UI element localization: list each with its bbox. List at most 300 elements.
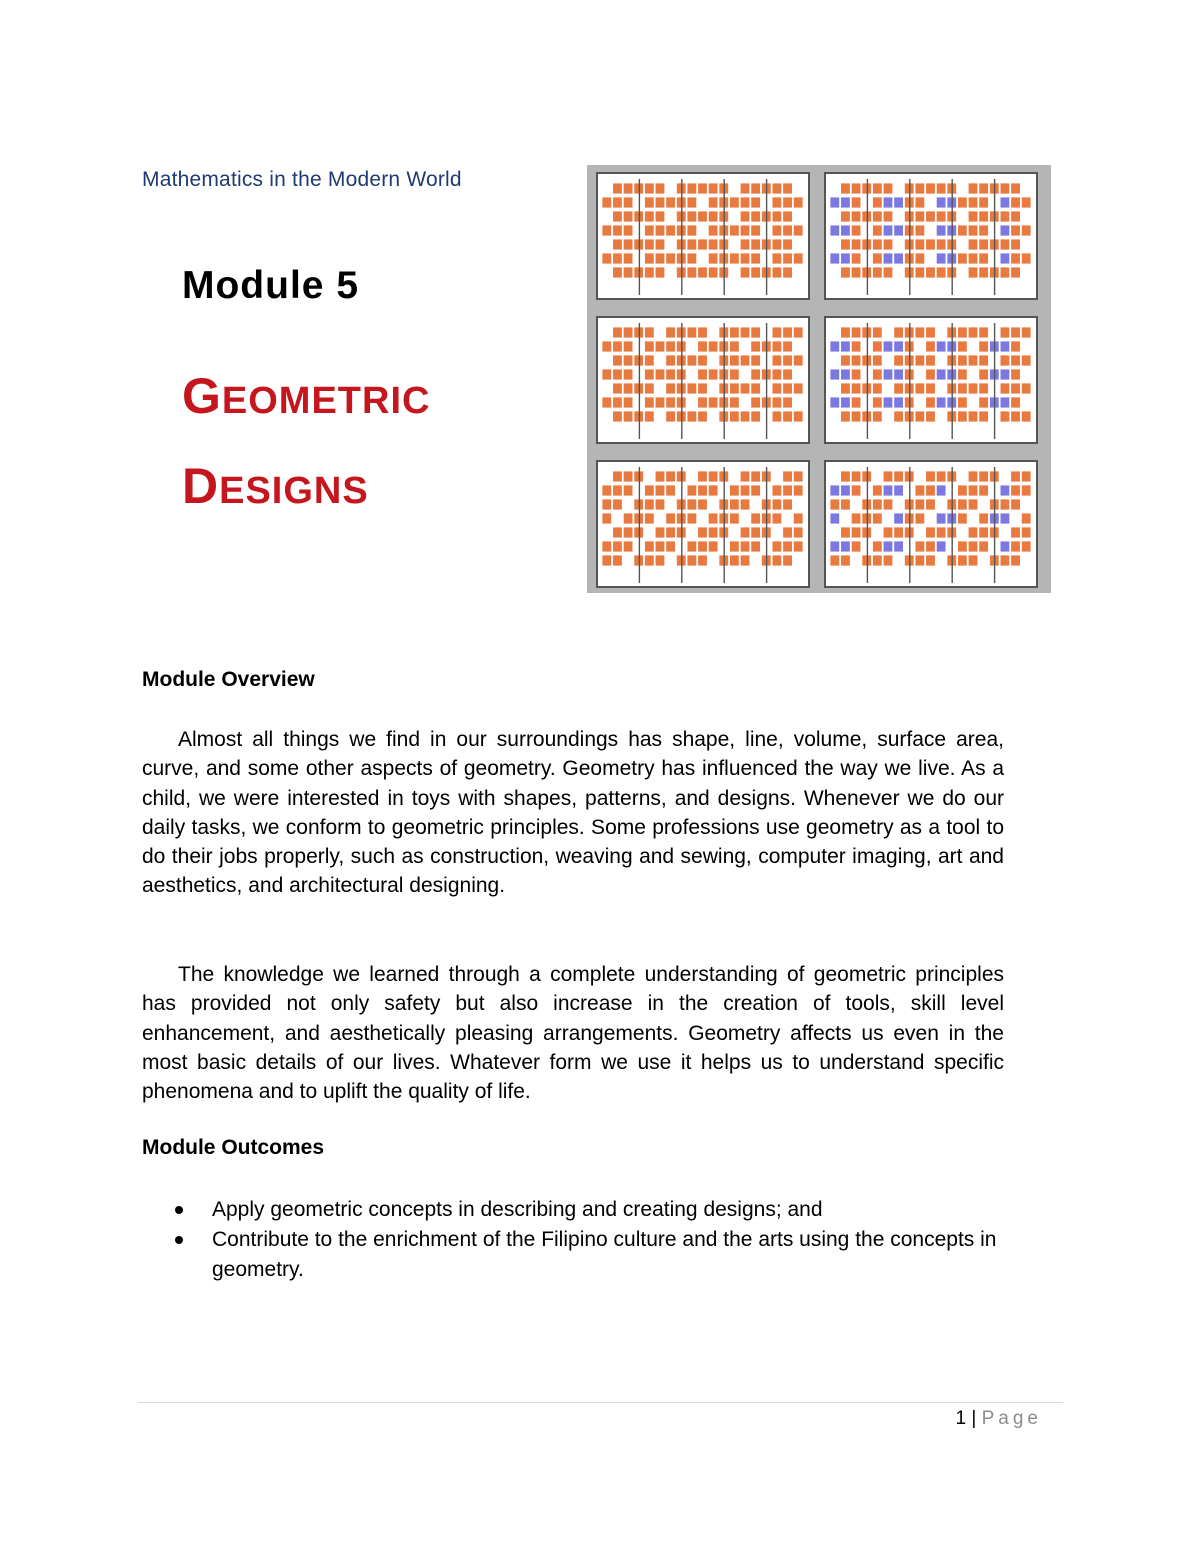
weave-cell — [730, 499, 740, 510]
weave-cell — [979, 527, 989, 538]
weave-cell — [830, 197, 840, 208]
weave-cell — [936, 513, 946, 524]
module-title-line1-rest: EOMETRIC — [221, 380, 431, 422]
weave-cell — [740, 555, 750, 566]
weave-cell — [730, 555, 740, 566]
weave-cell — [958, 225, 968, 236]
weave-cell — [915, 239, 925, 250]
weave-cell — [915, 267, 925, 278]
weave-cell — [936, 225, 946, 236]
weave-cell — [623, 239, 633, 250]
weave-cell — [655, 555, 665, 566]
weave-cell — [666, 383, 676, 394]
bullet-icon — [175, 1206, 183, 1214]
outcome-text: Apply geometric concepts in describing and creating designs; and — [212, 1198, 823, 1221]
weave-cell — [830, 369, 840, 380]
weave-cell — [751, 253, 761, 264]
weave-cell — [751, 239, 761, 250]
weave-cell — [751, 527, 761, 538]
weave-cell — [958, 327, 968, 338]
weave-cell — [958, 485, 968, 496]
weave-cell — [1000, 555, 1010, 566]
weave-cell — [873, 513, 883, 524]
weave-cell — [915, 485, 925, 496]
weave-cell — [623, 527, 633, 538]
weave-cell — [687, 499, 697, 510]
weave-cell — [1000, 341, 1010, 352]
weave-cell — [873, 183, 883, 194]
weave-cell — [968, 411, 978, 422]
module-title-line2-initial: D — [182, 458, 220, 514]
weave-cell — [645, 183, 655, 194]
weave-cell — [894, 369, 904, 380]
weave-cell — [841, 327, 851, 338]
weave-cell — [936, 369, 946, 380]
weave-cell — [873, 211, 883, 222]
weave-cell — [926, 527, 936, 538]
weave-cell — [655, 225, 665, 236]
weave-cell — [873, 239, 883, 250]
weave-cell — [698, 327, 708, 338]
course-title: Mathematics in the Modern World — [142, 168, 462, 191]
weave-cell — [851, 267, 861, 278]
weave-cell — [793, 327, 803, 338]
weave-cell — [687, 555, 697, 566]
weave-cell — [708, 541, 718, 552]
weave-cell — [1000, 183, 1010, 194]
weave-cell — [655, 183, 665, 194]
weave-cell — [873, 499, 883, 510]
weave-cell — [926, 411, 936, 422]
weave-cell — [783, 369, 793, 380]
weave-cell — [979, 253, 989, 264]
weave-cell — [730, 397, 740, 408]
weave-cell — [751, 513, 761, 524]
weave-cell — [968, 225, 978, 236]
weave-cell — [613, 369, 623, 380]
weave-cell — [730, 197, 740, 208]
weave-cell — [936, 253, 946, 264]
weave-cell — [936, 341, 946, 352]
weaving-patterns-svg — [587, 165, 1051, 593]
weave-cell — [894, 541, 904, 552]
weave-cell — [730, 485, 740, 496]
weave-cell — [979, 239, 989, 250]
weave-cell — [783, 253, 793, 264]
weave-cell — [958, 355, 968, 366]
weave-cell — [623, 355, 633, 366]
module-title-line1-initial: G — [182, 368, 222, 424]
weave-cell — [1021, 383, 1031, 394]
weave-cell — [740, 197, 750, 208]
weave-cell — [623, 513, 633, 524]
weave-cell — [841, 369, 851, 380]
module-title-line2 — [182, 457, 369, 515]
weave-cell — [655, 397, 665, 408]
weave-cell — [783, 527, 793, 538]
weave-cell — [645, 267, 655, 278]
weave-cell — [1000, 513, 1010, 524]
weave-cell — [772, 383, 782, 394]
weave-cell — [687, 383, 697, 394]
weave-cell — [655, 267, 665, 278]
weave-cell — [894, 355, 904, 366]
weave-cell — [1000, 253, 1010, 264]
weave-cell — [698, 499, 708, 510]
weave-cell — [655, 211, 665, 222]
weave-cell — [1011, 355, 1021, 366]
weave-cell — [623, 369, 633, 380]
weave-cell — [883, 267, 893, 278]
weave-cell — [613, 183, 623, 194]
weave-cell — [926, 239, 936, 250]
weave-cell — [783, 225, 793, 236]
weave-cell — [772, 555, 782, 566]
weave-cell — [1000, 411, 1010, 422]
weave-cell — [613, 527, 623, 538]
weave-cell — [793, 355, 803, 366]
weave-cell — [851, 211, 861, 222]
weave-cell — [1021, 355, 1031, 366]
weave-cell — [602, 225, 612, 236]
weave-cell — [1011, 239, 1021, 250]
weave-cell — [666, 397, 676, 408]
weave-cell — [979, 211, 989, 222]
weave-cell — [979, 327, 989, 338]
weave-cell — [1021, 513, 1031, 524]
weave-cell — [915, 513, 925, 524]
weave-cell — [841, 471, 851, 482]
weave-cell — [730, 253, 740, 264]
weave-cell — [613, 267, 623, 278]
weave-cell — [841, 499, 851, 510]
weave-cell — [751, 355, 761, 366]
weave-cell — [751, 341, 761, 352]
weave-cell — [883, 397, 893, 408]
weave-cell — [1021, 225, 1031, 236]
weave-cell — [1011, 211, 1021, 222]
weave-cell — [602, 369, 612, 380]
weave-cell — [602, 253, 612, 264]
weave-cell — [613, 383, 623, 394]
weave-cell — [883, 183, 893, 194]
weave-cell — [687, 355, 697, 366]
weave-cell — [698, 541, 708, 552]
weave-cell — [698, 239, 708, 250]
weave-cell — [698, 211, 708, 222]
weave-cell — [873, 341, 883, 352]
weave-cell — [730, 225, 740, 236]
weave-cell — [708, 197, 718, 208]
weave-cell — [602, 197, 612, 208]
weave-cell — [894, 253, 904, 264]
weave-cell — [708, 211, 718, 222]
weave-cell — [1000, 499, 1010, 510]
weave-cell — [968, 527, 978, 538]
weave-cell — [645, 397, 655, 408]
page-footer — [956, 1408, 1042, 1430]
weave-cell — [740, 383, 750, 394]
weave-cell — [873, 555, 883, 566]
weave-cell — [915, 499, 925, 510]
weave-cell — [851, 513, 861, 524]
weave-cell — [645, 197, 655, 208]
weave-cell — [851, 225, 861, 236]
module-title-line1 — [182, 367, 430, 425]
weave-cell — [926, 471, 936, 482]
weave-cell — [915, 327, 925, 338]
weave-cell — [751, 267, 761, 278]
weave-cell — [883, 471, 893, 482]
weave-cell — [958, 383, 968, 394]
weave-cell — [740, 225, 750, 236]
weave-cell — [783, 267, 793, 278]
weave-cell — [841, 239, 851, 250]
weave-cell — [708, 225, 718, 236]
weave-cell — [873, 253, 883, 264]
weave-cell — [1000, 197, 1010, 208]
weave-cell — [979, 183, 989, 194]
weave-cell — [1000, 383, 1010, 394]
weave-cell — [793, 411, 803, 422]
weave-cell — [730, 369, 740, 380]
weave-cell — [655, 341, 665, 352]
weave-cell — [926, 211, 936, 222]
weave-cell — [783, 327, 793, 338]
weave-cell — [751, 541, 761, 552]
weave-cell — [708, 527, 718, 538]
weave-cell — [698, 369, 708, 380]
weave-cell — [645, 369, 655, 380]
weave-cell — [740, 485, 750, 496]
weave-cell — [936, 267, 946, 278]
weave-cell — [655, 197, 665, 208]
weave-cell — [655, 239, 665, 250]
weave-cell — [645, 485, 655, 496]
weave-cell — [687, 327, 697, 338]
overview-paragraph-1: Almost all things we find in our surroundings has shape, line, volume, surface area, curve, and some other aspects of geometry. Geometry has influenced the way we live. As a child, we were interested in toys with shapes, patterns, and designs. Whenever we do our daily tasks, we conform to geometric principles. Some professions use geometry as a tool to do their jobs properly, such as construction, weaving and sewing, computer imaging, art and aesthetics, and architectural designing. — [142, 728, 1004, 898]
weave-cell — [883, 253, 893, 264]
weave-cell — [979, 485, 989, 496]
weave-cell — [783, 341, 793, 352]
weave-cell — [1011, 499, 1021, 510]
weave-cell — [751, 211, 761, 222]
weave-cell — [666, 485, 676, 496]
weave-cell — [873, 541, 883, 552]
weave-cell — [968, 499, 978, 510]
weave-cell — [772, 197, 782, 208]
weave-cell — [613, 211, 623, 222]
weave-cell — [751, 471, 761, 482]
weave-panel — [825, 461, 1037, 587]
weave-cell — [1011, 485, 1021, 496]
weave-cell — [793, 197, 803, 208]
weave-cell — [730, 327, 740, 338]
weave-cell — [894, 513, 904, 524]
outcomes-heading: Module Outcomes — [142, 1136, 325, 1159]
weave-cell — [1021, 471, 1031, 482]
weave-cell — [968, 355, 978, 366]
weave-cell — [851, 485, 861, 496]
weave-cell — [894, 411, 904, 422]
weave-cell — [793, 383, 803, 394]
weave-cell — [708, 183, 718, 194]
weave-cell — [851, 541, 861, 552]
weave-cell — [873, 225, 883, 236]
weave-cell — [783, 471, 793, 482]
weave-cell — [793, 253, 803, 264]
weave-cell — [979, 411, 989, 422]
weave-cell — [1011, 471, 1021, 482]
weave-cell — [979, 383, 989, 394]
weave-cell — [968, 239, 978, 250]
weave-cell — [1000, 485, 1010, 496]
weave-cell — [783, 383, 793, 394]
weave-cell — [883, 541, 893, 552]
weave-cell — [751, 383, 761, 394]
weave-cell — [623, 267, 633, 278]
weave-cell — [936, 541, 946, 552]
footer-separator: | — [971, 1408, 977, 1429]
weave-cell — [926, 383, 936, 394]
weave-cell — [1000, 397, 1010, 408]
weave-cell — [936, 211, 946, 222]
weave-cell — [730, 341, 740, 352]
weave-cell — [623, 183, 633, 194]
weave-cell — [830, 485, 840, 496]
weave-cell — [830, 225, 840, 236]
weave-cell — [841, 211, 851, 222]
weave-cell — [751, 197, 761, 208]
weave-cell — [1000, 369, 1010, 380]
weave-cell — [851, 527, 861, 538]
weave-cell — [979, 513, 989, 524]
weave-cell — [730, 383, 740, 394]
weaving-patterns-image — [587, 165, 1051, 593]
weave-cell — [926, 341, 936, 352]
weave-cell — [1011, 253, 1021, 264]
weave-cell — [772, 541, 782, 552]
weave-cell — [623, 383, 633, 394]
weave-cell — [687, 253, 697, 264]
overview-heading: Module Overview — [142, 668, 315, 691]
weave-cell — [968, 541, 978, 552]
weave-cell — [666, 197, 676, 208]
weave-cell — [915, 555, 925, 566]
weave-cell — [841, 485, 851, 496]
weave-cell — [751, 411, 761, 422]
weave-cell — [687, 211, 697, 222]
weave-cell — [915, 383, 925, 394]
weave-cell — [708, 369, 718, 380]
weave-cell — [1011, 411, 1021, 422]
weave-cell — [645, 355, 655, 366]
weave-cell — [894, 341, 904, 352]
weave-cell — [830, 513, 840, 524]
weave-cell — [623, 411, 633, 422]
weave-cell — [783, 211, 793, 222]
weave-cell — [698, 527, 708, 538]
weave-cell — [1011, 341, 1021, 352]
weave-cell — [645, 411, 655, 422]
weave-cell — [926, 267, 936, 278]
weave-cell — [830, 555, 840, 566]
weave-cell — [1000, 355, 1010, 366]
weave-cell — [841, 541, 851, 552]
weave-cell — [926, 397, 936, 408]
weave-cell — [772, 485, 782, 496]
weave-cell — [772, 183, 782, 194]
weave-cell — [915, 411, 925, 422]
weave-cell — [1000, 267, 1010, 278]
weave-cell — [830, 541, 840, 552]
weave-cell — [926, 369, 936, 380]
weave-cell — [851, 397, 861, 408]
weave-cell — [851, 355, 861, 366]
weave-cell — [841, 355, 851, 366]
weave-cell — [958, 513, 968, 524]
weave-cell — [602, 541, 612, 552]
weave-cell — [968, 267, 978, 278]
weave-cell — [772, 225, 782, 236]
weave-panel — [597, 173, 809, 299]
weave-cell — [1000, 327, 1010, 338]
weave-cell — [623, 197, 633, 208]
weave-cell — [645, 327, 655, 338]
weave-cell — [915, 183, 925, 194]
weave-cell — [645, 513, 655, 524]
weave-cell — [894, 225, 904, 236]
weave-cell — [915, 253, 925, 264]
weave-cell — [793, 225, 803, 236]
weave-cell — [655, 369, 665, 380]
weave-cell — [708, 513, 718, 524]
weave-cell — [645, 211, 655, 222]
weave-cell — [698, 397, 708, 408]
weave-cell — [730, 541, 740, 552]
weave-cell — [873, 197, 883, 208]
weave-cell — [613, 225, 623, 236]
weave-cell — [708, 397, 718, 408]
weave-cell — [793, 527, 803, 538]
module-title-line2-rest: ESIGNS — [219, 470, 369, 512]
weave-cell — [793, 541, 803, 552]
weave-cell — [623, 327, 633, 338]
weave-cell — [841, 183, 851, 194]
weave-cell — [740, 211, 750, 222]
weave-cell — [979, 267, 989, 278]
weave-cell — [623, 541, 633, 552]
weave-cell — [613, 341, 623, 352]
weave-cell — [793, 485, 803, 496]
weave-cell — [740, 499, 750, 510]
weave-cell — [602, 555, 612, 566]
weave-cell — [894, 485, 904, 496]
weave-cell — [979, 225, 989, 236]
weave-cell — [926, 555, 936, 566]
weave-cell — [698, 555, 708, 566]
weave-cell — [730, 411, 740, 422]
weave-cell — [926, 499, 936, 510]
weave-cell — [968, 253, 978, 264]
weave-cell — [666, 369, 676, 380]
weave-cell — [883, 527, 893, 538]
weave-cell — [958, 411, 968, 422]
weave-cell — [873, 267, 883, 278]
weave-cell — [851, 383, 861, 394]
weave-cell — [740, 267, 750, 278]
weave-cell — [936, 183, 946, 194]
